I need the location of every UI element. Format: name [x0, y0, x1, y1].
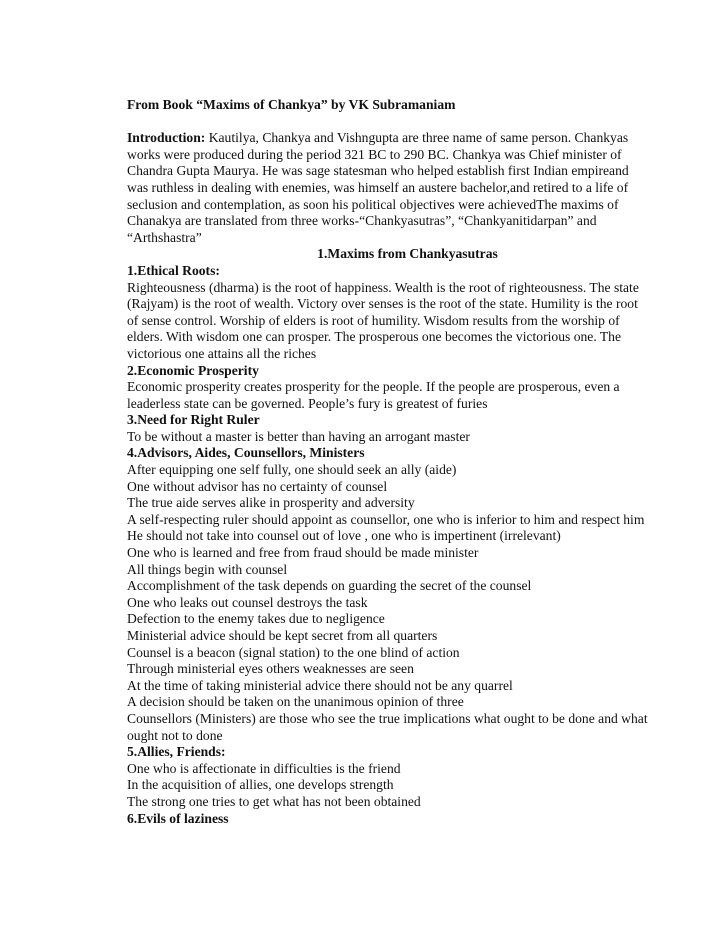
allies-line: The strong one tries to get what has not been obtained [127, 793, 421, 809]
advisors-line: He should not take into counsel out of love , one who is impertinent (irrelevant) [127, 528, 561, 544]
heading-allies-friends: 5.Allies, Friends: [127, 744, 226, 760]
advisors-line: Accomplishment of the task depends on guarding the secret of the counsel [127, 578, 532, 594]
advisors-line: Through ministerial eyes others weaknesses are seen [127, 661, 414, 677]
advisors-line: All things begin with counsel [127, 561, 288, 577]
advisors-line: At the time of taking ministerial advice there should not be any quarrel [127, 677, 513, 693]
allies-line: One who is affectionate in difficulties is the friend [127, 760, 401, 776]
need-for-right-ruler-text: To be without a master is better than having an arrogant master [127, 428, 470, 444]
advisors-line: Counsellors (Ministers) are those who see the true implications what ought to be done and what ought not to done [127, 710, 648, 743]
document-title: From Book “Maxims of Chankya” by VK Subramaniam [127, 97, 456, 112]
allies-line: In the acquisition of allies, one develops strength [127, 777, 394, 793]
advisors-line: Ministerial advice should be kept secret from all quarters [127, 628, 438, 643]
introduction-text: Kautilya, Chankya and Vishngupta are three name of same person. Chankyas works were produced during the period 321 BC to 290 BC. Chankya was Chief minister of Chandra Gupta Maurya. He was sage statesman who helped establish first Indian empireand was ruthless in dealing with enemies, was himself an austere bachelor,and retired to a life of seclusion and contemplation, as soon his political objectives were achievedThe maxims of Chanakya are translated from three works-“Chankyasutras”, “Chankyanitidarpan” and “Arthshastra” [127, 130, 629, 245]
heading-need-for-right-ruler: 3.Need for Right Ruler [127, 412, 260, 428]
economic-prosperity-text: Economic prosperity creates prosperity for the people. If the people are prosperous, even a leaderless state can be governed. People’s fury is greatest of furies [127, 379, 620, 411]
advisors-line: A decision should be taken on the unanimous opinion of three [127, 694, 464, 710]
advisors-line: One who leaks out counsel destroys the task [127, 594, 368, 610]
introduction-paragraph [127, 130, 648, 246]
section-title: 1.Maxims from Chankyasutras [317, 246, 498, 262]
advisors-line: After equipping one self fully, one should seek an ally (aide) [127, 462, 457, 478]
advisors-line: Defection to the enemy takes due to negligence [127, 611, 385, 627]
introduction-label: Introduction: [127, 130, 206, 146]
heading-ethical-roots: 1.Ethical Roots: [127, 262, 220, 278]
heading-advisors: 4.Advisors, Aides, Counsellors, Ministers [127, 445, 365, 461]
advisors-line: One who is learned and free from fraud should be made minister [127, 545, 479, 561]
advisors-line: Counsel is a beacon (signal station) to the one blind of action [127, 644, 460, 660]
allies-list [127, 761, 648, 811]
heading-economic-prosperity: 2.Economic Prosperity [127, 362, 259, 378]
advisors-line: The true aide serves alike in prosperity and adversity [127, 495, 415, 511]
advisors-list [127, 462, 648, 744]
heading-evils-of-laziness: 6.Evils of laziness [127, 810, 229, 826]
ethical-roots-text: Righteousness (dharma) is the root of happiness. Wealth is the root of righteousness. The state (Rajyam) is the root of wealth. Victory over senses is the root of the state. Humility is the root of sense control. Worship of elders is root of humility. Wisdom results from the worship of elders. With wisdom one can prosper. The prosperous one becomes the victorious one. The victorious one attains all the riches [127, 279, 639, 361]
advisors-line: A self-respecting ruler should appoint as counsellor, one who is inferior to him and respect him [127, 511, 645, 527]
advisors-line: One without advisor has no certainty of counsel [127, 478, 388, 494]
